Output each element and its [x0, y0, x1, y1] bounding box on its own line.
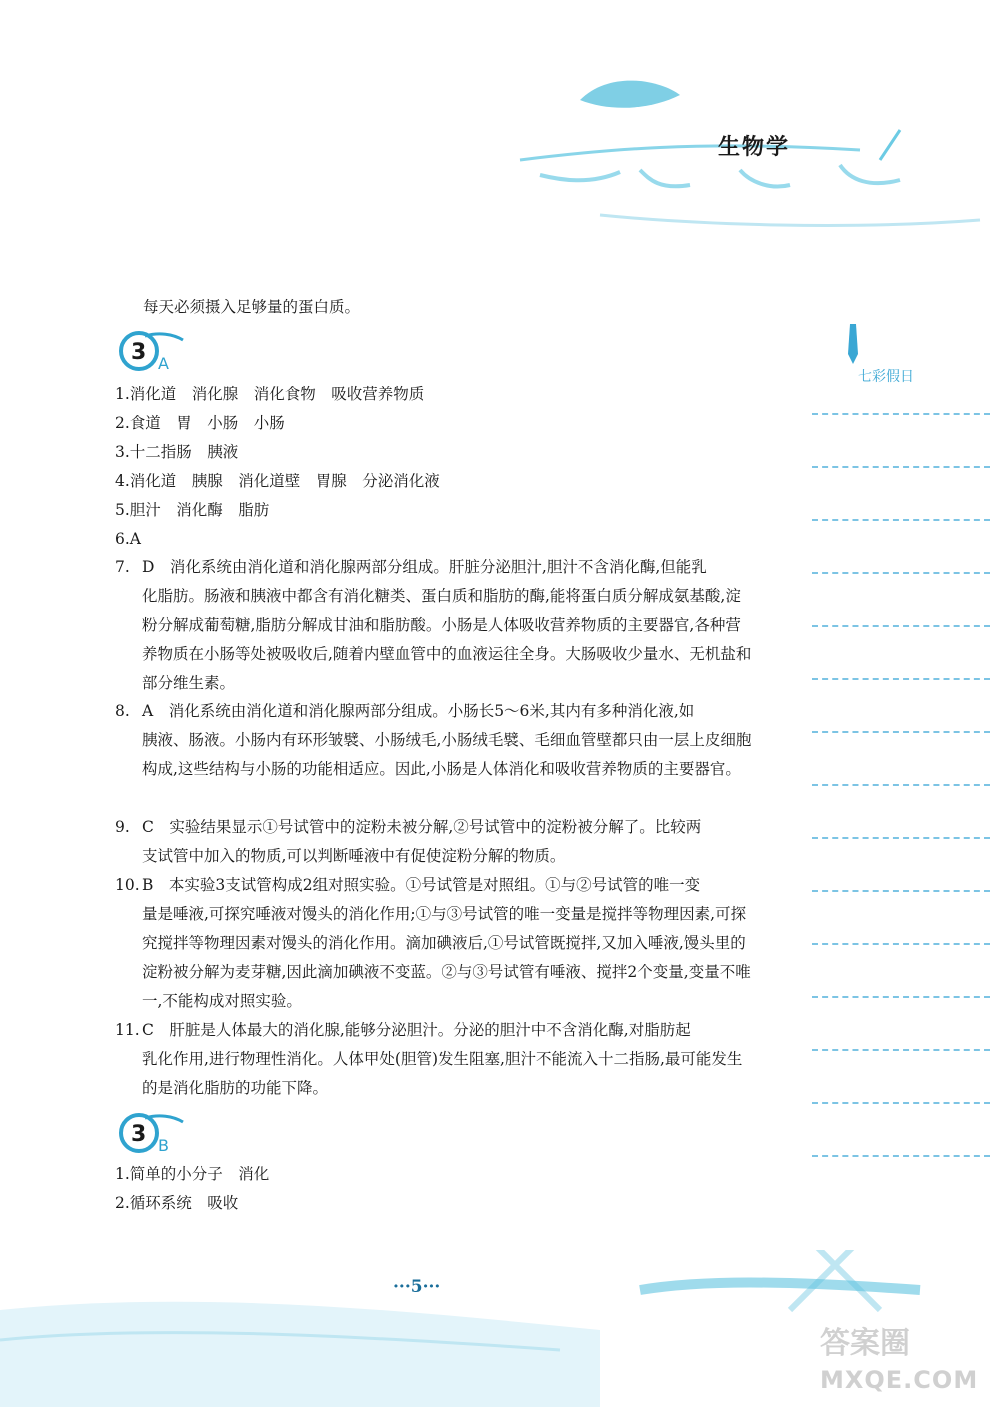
section-b-badge — [115, 1112, 185, 1154]
list-item: 1.消化道 消化腺 消化食物 吸收营养物质 — [115, 385, 425, 403]
side-pencil-icon — [800, 320, 1000, 1220]
answer-11: 11. C 肝脏是人体最大的消化腺,能够分泌胆汁。分泌的胆汁中不含消化酶,对脂肪起 乳化作用,进行物理性消化。人体甲处(胆管)发生阻塞,胆汁不能流入十二指肠,最可能发生的是消化脂肪的功能下降。 — [115, 1021, 743, 1097]
side-title: 七彩假日 — [858, 369, 914, 385]
list-item: 2.食道 胃 小肠 小肠 — [115, 414, 285, 432]
header-decoration — [0, 0, 1000, 240]
page-number: ···5··· — [393, 1277, 441, 1297]
list-item: 5.胆汁 消化酶 脂肪 — [115, 501, 270, 519]
list-item: 3.十二指肠 胰液 — [115, 443, 239, 461]
intro-text: 每天必须摄入足够量的蛋白质。 — [143, 298, 361, 316]
answer-7: 7. D 消化系统由消化道和消化腺两部分组成。肝脏分泌胆汁,胆汁不含消化酶,但能乳 化脂肪。肠液和胰液中都含有消化糖类、蛋白质和脂肪的酶,能将蛋白质分解成氨基酸,淀粉分解成葡萄糖,脂肪分解成甘油和脂肪酸。小肠是人体吸收营养物质的主要器官,各种营养物质在小肠等处被吸收后,随着内壁血管中的血液运往全身。大肠吸收少量水、无机盐和部分维生素。 — [115, 558, 752, 692]
list-item: 6.A — [115, 530, 141, 548]
list-item: 2.循环系统 吸收 — [115, 1194, 239, 1212]
answer-9: 9. C 实验结果显示①号试管中的淀粉未被分解,②号试管中的淀粉被分解了。比较两 支试管中加入的物质,可以判断唾液中有促使淀粉分解的物质。 — [115, 818, 702, 865]
svg-text:3: 3 — [131, 1122, 147, 1147]
list-item: 4.消化道 胰腺 消化道壁 胃腺 分泌消化液 — [115, 472, 440, 490]
answer-8: 8. A 消化系统由消化道和消化腺两部分组成。小肠长5～6米,其内有多种消化液,如 胰液、肠液。小肠内有环形皱襞、小肠绒毛,小肠绒毛襞、毛细血管壁都只由一层上皮细胞构成,这些结构与小肠的功能相适应。因此,小肠是人体消化和吸收营养物质的主要器官。 — [115, 702, 752, 778]
subject-title: 生物学 — [718, 135, 791, 160]
svg-text:B: B — [158, 1136, 169, 1154]
watermark-url: MXQE.COM — [820, 1366, 979, 1394]
list-item: 1.简单的小分子 消化 — [115, 1165, 270, 1183]
section-a-badge — [115, 330, 185, 372]
svg-text:3: 3 — [131, 340, 147, 365]
watermark-text: 答案圈 — [820, 1326, 910, 1361]
svg-text:A: A — [158, 354, 169, 372]
answer-10: 10. B 本实验3支试管构成2组对照实验。①号试管是对照组。①与②号试管的唯一变 量是唾液,可探究唾液对馒头的消化作用;①与③号试管的唯一变量是搅拌等物理因素,可探究搅拌等物理因素对馒头的消化作用。滴加碘液后,①号试管既搅拌,又加入唾液,馒头里的淀粉被分解为麦芽糖,因此滴加碘液不变蓝。②与③号试管有唾液、搅拌2个变量,变量不唯一,不能构成对照实验。 — [115, 876, 751, 1010]
